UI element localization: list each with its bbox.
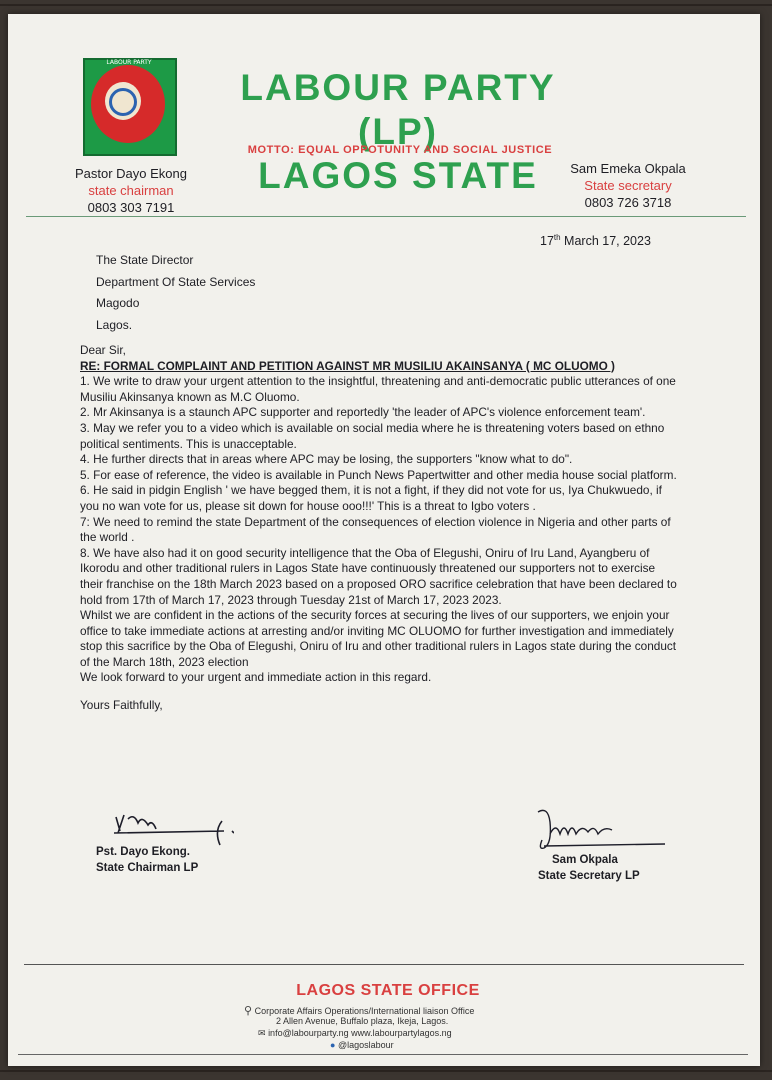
- footer-line-3: ✉ info@labourparty.ng www.labourpartylagos.ng: [258, 1028, 452, 1038]
- recipient-address: [96, 250, 255, 336]
- closing-line: We look forward to your urgent and immediate action in this regard.: [80, 670, 432, 685]
- closing-paragraph: Whilst we are confident in the actions of the security forces at securing the lives of our supporters, we enjoin your office to take immediate actions at arresting and/or inviting MC OLUOMO for further investigation and immediately stop this sacrifice by the Oba of Elegushi, Oniru of Iru and other traditional rulers in Lagos state during the conduct of the March 18th, 2023 election: [80, 608, 677, 669]
- footer-title: LAGOS STATE OFFICE: [296, 982, 480, 999]
- letter-date: 17th March 17, 2023: [540, 233, 651, 249]
- point-3: 3. May we refer you to a video which is available on social media where he is threatening voters based on ethno political sentiments. This is unacceptable.: [80, 420, 665, 451]
- secretary-signatory: [538, 852, 640, 884]
- secretary-contact: [563, 160, 693, 211]
- twitter-icon: ●: [330, 1040, 336, 1050]
- subject-line: RE: FORMAL COMPLAINT AND PETITION AGAINST MR MUSILIU AKAINSANYA ( MC OLUOMO ): [80, 358, 615, 373]
- point-1: 1. We write to draw your urgent attention to the insightful, threatening and anti-democratic public utterances of one Musiliu Akinsanya known as M.C Oluomo.: [80, 374, 676, 404]
- footer-divider: [24, 964, 744, 965]
- chairman-name: Pastor Dayo Ekong: [74, 166, 187, 181]
- logo-blue-ring: [109, 88, 137, 116]
- point-8: 8. We have also had it on good security intelligence that the Oba of Elegushi, Oniru of Iru Land, Ayangberu of Ikorodu and other traditional rulers in Lagos State have continuously threatened our supporters not to exercise their franchise on the 18th March 2023 based on a proposed ORO sacrifice celebration that have been declared to hold from 17th of March 17, 2023 through Tuesday 21st of March 17, 2023 2023.: [80, 545, 677, 607]
- secretary-phone: 0803 726 3718: [584, 195, 672, 210]
- point-6: 6. He said in pidgin English ' we have begged them, it is not a fight, if they did not vote for us, Iya Chukwuedo, if you no wan vote for us, please sit down for house ooo!!!' This is a threat to Igbo voters .: [80, 483, 662, 513]
- chairman-role: state chairman: [88, 183, 174, 198]
- secretary-role: State secretary: [584, 178, 672, 193]
- title-line-1: LABOUR PARTY (LP): [240, 67, 556, 152]
- footer-line-4: ● @lagoslabour: [330, 1040, 394, 1050]
- secretary-signature: [530, 804, 670, 856]
- letterhead-title: [203, 66, 593, 198]
- chairman-sign-title: State Chairman LP: [96, 862, 199, 874]
- logo-text: LABOUR PARTY: [106, 59, 152, 66]
- email-icon: ✉: [258, 1028, 266, 1038]
- point-2: 2. Mr Akinsanya is a staunch APC supporter and reportedly 'the leader of APC's violence enforcement team'.: [80, 405, 646, 420]
- footer-line-2: 2 Allen Avenue, Buffalo plaza, Ikeja, Lagos.: [276, 1016, 449, 1026]
- secretary-sign-name: Sam Okpala: [552, 854, 618, 866]
- chairman-signatory: [96, 844, 198, 876]
- point-7: 7: We need to remind the state Department of the consequences of election violence in Nigeria and other parts of the world .: [80, 514, 671, 545]
- title-line-2: LAGOS STATE: [258, 155, 538, 196]
- salutation: Dear Sir,: [80, 343, 126, 357]
- location-pin-icon: ⚲: [244, 1005, 253, 1017]
- secretary-sign-title: State Secretary LP: [538, 870, 640, 882]
- address-line: Lagos.: [96, 317, 133, 332]
- footer-line-1: ⚲ Corporate Affairs Operations/International liaison Office: [244, 1005, 475, 1017]
- motto: MOTTO: EQUAL OPPOTUNITY AND SOCIAL JUSTICE: [247, 144, 553, 156]
- valediction: Yours Faithfully,: [80, 698, 163, 713]
- chairman-sign-name: Pst. Dayo Ekong.: [96, 846, 190, 858]
- page-bottom-rule: [18, 1054, 748, 1055]
- labour-party-logo: [83, 58, 177, 156]
- address-line: Magodo: [96, 296, 140, 310]
- chairman-phone: 0803 303 7191: [87, 200, 175, 215]
- letter-page: [8, 14, 760, 1066]
- address-line: The State Director: [96, 253, 194, 267]
- address-line: Department Of State Services: [96, 274, 256, 289]
- header-divider: [26, 216, 746, 217]
- secretary-name: Sam Emeka Okpala: [570, 161, 686, 176]
- chairman-contact: [66, 165, 196, 216]
- point-5: 5. For ease of reference, the video is available in Punch News Papertwitter and other media house social platform.: [80, 467, 677, 482]
- letter-body: [80, 343, 680, 714]
- point-4: 4. He further directs that in areas where APC may be losing, the supporters "know what to do".: [80, 452, 573, 467]
